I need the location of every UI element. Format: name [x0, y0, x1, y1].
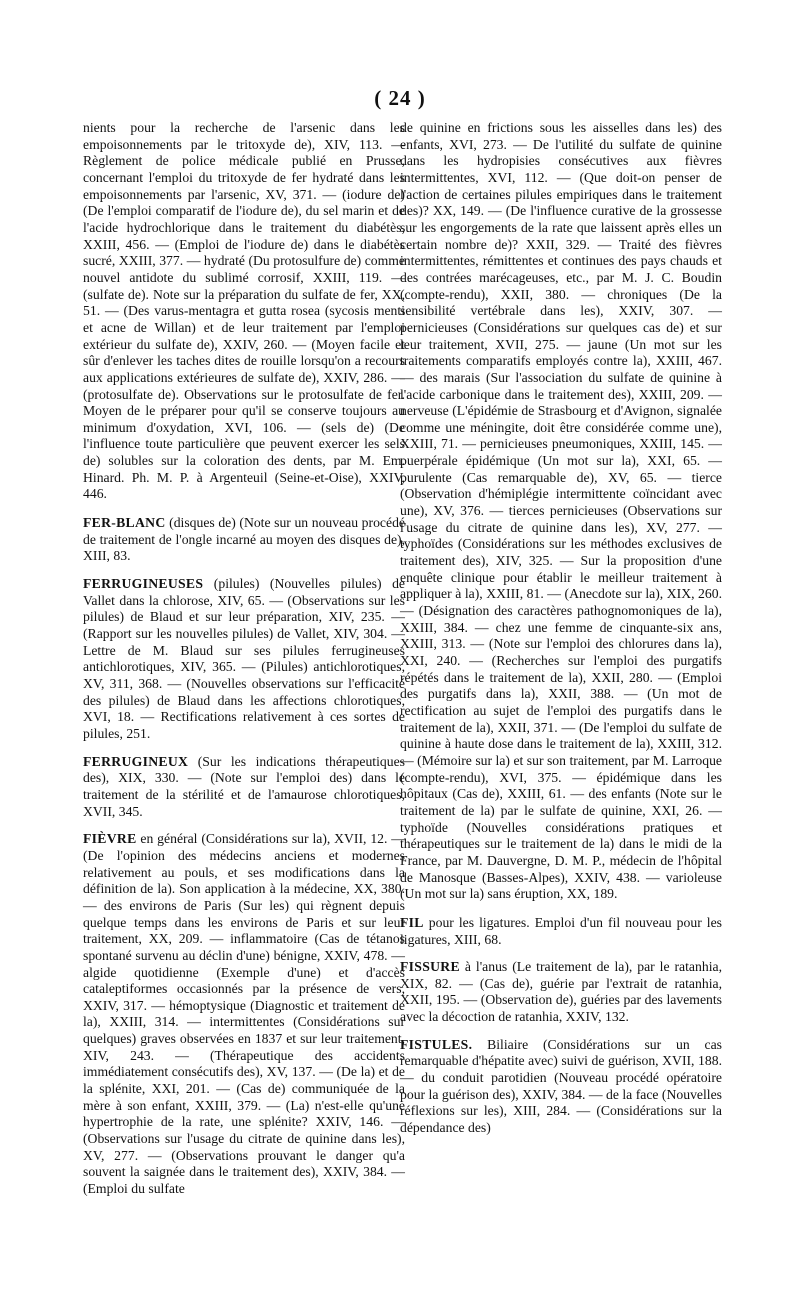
continuation-text: nients pour la recherche de l'arsenic dans les empoisonnements par le tritoxyde de), XIV, 113. — Règlement de police médicale publié en Prusse, concernant l'emploi du tritoxyde de fer hydraté dans les empoisonnements par l'arsenic, XV, 371. — (iodure de) (De l'emploi comparatif de l'iodure de), du sel marin et de l'acide hydrochlorique dans le traitement du diabétès, XXIII, 456. — (Emploi de l'iodure de) dans le diabétès sucré, XXIII, 377. — hydraté (Du protosulfure de) comme nouvel antidote du sublimé corrosif, XXIII, 119. — (sulfate de). Note sur la préparation du sulfate de fer, XX, 51. — (Des varus-mentagra et gutta rosea (sycosis menti et acne de Willan) et de leur traitement par l'emploi extérieur du sulfate de), XXIV, 260. — (Moyen facile et sûr d'enlever les taches dites de rouille lorsqu'on a recours aux applications extérieures de sulfate de), XXIV, 286. — (protosulfate de). Observations sur le protosulfate de fer. Moyen de le préparer pour qu'il se conserve toujours au minimum d'oxydation, XVI, 106. — (sels de) (De l'influence toute particulière que peuvent exercer les sels de) solubles sur la coloration des dents, par M. Em. Hinard. Ph. M. P. à Argenteuil (Seine-et-Oise), XXIV, 446.	[83, 120, 405, 502]
index-entry	[83, 576, 405, 743]
index-entry	[400, 959, 722, 1026]
index-entry	[400, 1037, 722, 1137]
index-entry	[83, 831, 405, 1197]
entry-headword: FERRUGINEUX	[83, 753, 189, 769]
index-entry	[83, 515, 405, 565]
entry-text: à l'anus (Le traitement de la), par le ratanhia, XIX, 82. — (Cas de), guérie par l'extrait de ratanhia, XXII, 195. — (Observation de), guéries par des lavements avec la décoction de ratanhia, XXIV, 132.	[400, 959, 722, 1025]
entry-text: Biliaire (Considérations sur un cas remarquable d'hépatite avec) suivi de guérison, XVII, 188. — du conduit parotidien (Nouveau procédé opératoire pour la guérison des), XXIV, 384. — de la face (Nouvelles réflexions sur les), XIII, 284. — (Considérations sur la dépendance des)	[400, 1036, 722, 1136]
page-number: ( 24 )	[374, 86, 426, 110]
entry-headword: FISSURE	[400, 959, 460, 975]
entry-headword: FERRUGINEUSES	[83, 576, 204, 592]
entry-text: en général (Considérations sur la), XVII, 12. — (De l'opinion des médecins anciens et modernes relativement au pouls, et ses modifications dans la définition de la). Son application à la médecine, XX, 380. — des environs de Paris (Sur les) qui règnent depuis quelque temps dans les environs de Paris et sur leur traitement, XX, 209. — inflammatoire (Cas de tétanos spontané survenu au déclin d'une) bénigne, XXIV, 478. — algide quotidienne (Exemple d'une) et d'accès cataleptiformes occasionnés par la présence de vers, XXIV, 317. — hémoptysique (Diagnostic et traitement de la), XXIII, 314. — intermittentes (Considérations sur quelques) graves observées en 1837 et sur leur traitement, XIV, 243. — (Thérapeutique des accidents immédiatement consécutifs des), XV, 137. — (De la) et de la splénite, XXI, 201. — (Cas de) communiquée de la mère à son enfant, XXIII, 379. — (La) n'est-elle qu'une hypertrophie de la rate, une splénite? XXIV, 146. — (Observations sur l'usage du citrate de quinine dans les), XV, 277. — (Observations prouvant le danger qu'a souvent la saignée dans le traitement des), XXIV, 384. — (Emploi du sulfate	[83, 831, 405, 1197]
entry-headword: FISTULES.	[400, 1036, 473, 1052]
entry-headword: FER-BLANC	[83, 515, 166, 531]
entry-text: (Sur les indications thérapeutiques des), XIX, 330. — (Note sur l'emploi des) dans le traitement de la stérilité et de l'amaurose chlorotiques, XVII, 345.	[83, 753, 405, 819]
entry-headword: FIL	[400, 914, 424, 930]
entry-text: (pilules) (Nouvelles pilules) de Vallet dans la chlorose, XIV, 65. — (Observations sur les pilules) de Blaud et sur leur préparation, XIV, 235. — (Rapport sur les nouvelles pilules) de Vallet, XIV, 304. — Lettre de M. Blaud sur ses pilules ferrugineuses antichlorotiques, XIV, 365. — (Pilules) antichlorotiques, XV, 311, 368. — (Nouvelles observations sur l'efficacité des pilules) de Blaud dans les affections chlorotiques, XVI, 18. — Rectifications relativement à ces sortes de pilules, 251.	[83, 576, 405, 741]
right-column	[400, 120, 722, 1148]
left-column	[83, 120, 405, 1209]
entry-headword: FIÈVRE	[83, 831, 137, 847]
entry-text: (disques de) (Note sur un nouveau procédé de traitement de l'ongle incarné au moyen des disques de), XIII, 83.	[83, 515, 405, 564]
entry-text: pour les ligatures. Emploi d'un fil nouveau pour les ligatures, XIII, 68.	[400, 914, 722, 947]
continuation-text: de quinine en frictions sous les aisselles dans les) des enfants, XVI, 273. — De l'utilité du sulfate de quinine dans les hydropisies consécutives aux fièvres intermittentes, XVI, 112. — (Que doit-on penser de l'action de certaines pilules empiriques dans le traitement des)? XX, 149. — (De l'influence curative de la grossesse sur les engorgements de la rate que laissent après elles un certain nombre de)? XXII, 329. — Traité des fièvres intermittentes, rémittentes et continues des pays chauds et des contrées marécageuses, etc., par M. J. C. Boudin (compte-rendu), XXII, 380. — chroniques (De la sensibilité vertébrale dans les), XXIV, 307. — pernicieuses (Considérations sur quelques cas de) et sur leur traitement, XVII, 275. — jaune (Un mot sur les traitements comparatifs employés contre la), XXIII, 467. — des marais (Sur l'association du sulfate de quinine à l'acide carbonique dans le traitement des), XXIII, 209. — nerveuse (L'épidémie de Strasbourg et d'Avignon, signalée comme une méningite, doit être considérée comme une), XXIII, 71. — pernicieuses pneumoniques, XXIII, 145. — puerpérale épidémique (Un mot sur la), XXI, 65. — purulente (Cas remarquable de), XV, 65. — tierce (Observation d'hémiplégie intermittente coïncidant avec une), XV, 376. — tierces pernicieuses (Observations sur l'usage du citrate de quinine dans les), XV, 277. — typhoïdes (Considérations sur les méthodes exclusives de traitement des), XIV, 325. — Sur la proposition d'une enquête clinique pour établir le meilleur traitement à appliquer à la), XXIII, 81. — (Anecdote sur la), XIX, 260. — (Désignation des caractères pathognomoniques de la), XXIII, 384. — chez une femme de cinquante-six ans, XXIII, 313. — (Note sur l'emploi des chlorures dans la), XXI, 240. — (Recherches sur l'emploi des purgatifs répétés dans le traitement de la), XXII, 280. — (Emploi des purgatifs dans la), XXII, 388. — (Un mot de rectification au sujet de l'emploi des purgatifs dans le traitement de la), XXII, 371. — (De l'emploi du sulfate de quinine à haute dose dans le traitement de la), XXIII, 312. — (Mémoire sur la) et sur son traitement, par M. Larroque (compte-rendu), XVI, 375. — épidémique dans les hôpitaux (Cas de), XXIII, 61. — des enfants (Note sur le traitement de la) par le sulfate de quinine, XXI, 26. — typhoïde (Nouvelles considérations pratiques et thérapeutiques sur le traitement de la) dans le midi de la France, par M. Dauvergne, D. M. P., médecin de l'hôpital de Manosque (Basses-Alpes), XXIV, 438. — varioleuse (Un mot sur la) sans éruption, XX, 189.	[400, 120, 722, 902]
index-entry	[83, 754, 405, 821]
index-entry	[400, 915, 722, 948]
